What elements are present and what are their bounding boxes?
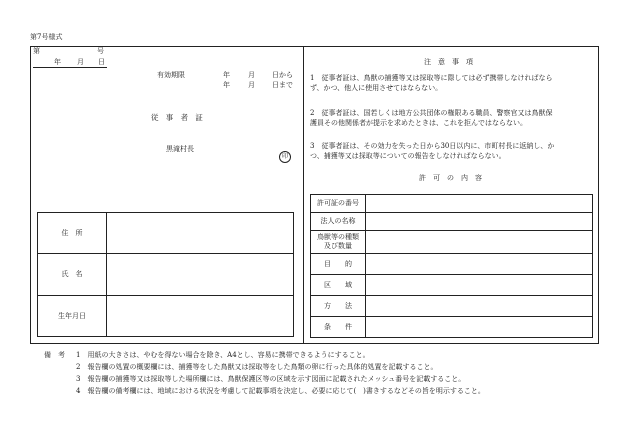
issuer-name: 黒滝村長 bbox=[166, 145, 194, 153]
area-value[interactable] bbox=[366, 275, 593, 296]
table-row bbox=[311, 213, 593, 231]
seal-icon bbox=[279, 143, 291, 163]
table-row bbox=[311, 275, 593, 296]
certificate-title: 従 事 者 証 bbox=[151, 113, 203, 122]
birthdate-label: 生年月日 bbox=[38, 295, 107, 336]
conditions-value[interactable] bbox=[366, 317, 593, 338]
address-value[interactable] bbox=[107, 213, 294, 254]
table-row bbox=[311, 195, 593, 213]
address-label: 住 所 bbox=[38, 213, 107, 254]
header-underline bbox=[33, 67, 107, 68]
purpose-value[interactable] bbox=[366, 254, 593, 275]
form-title: 第7号様式 bbox=[30, 33, 63, 41]
issue-year: 年 bbox=[54, 58, 61, 66]
corporation-name-value[interactable] bbox=[366, 213, 593, 231]
table-row bbox=[311, 254, 593, 275]
conditions-label: 条 件 bbox=[311, 317, 366, 338]
note-item-2: 2 従事者証は、国若しくは地方公共団体の権限ある職員、警察官又は鳥獣保 護員その他関係者が提示を求めたときは、これを拒んではならない。 bbox=[310, 109, 553, 127]
issue-month: 月 bbox=[77, 58, 84, 66]
method-label: 方 法 bbox=[311, 296, 366, 317]
note-item-3: 3 従事者証は、その効力を失った日から30日以内に、市町村長に返納し、か つ、捕獲等又は採取等についての報告をしなければならない。 bbox=[310, 142, 555, 160]
remark-item-4: 4 報告欄の備考欄には、地域における状況を考慮して記載事項を決定し、必要に応じて( )書きするなどその旨を明示すること。 bbox=[76, 387, 485, 395]
table-row bbox=[38, 295, 294, 336]
remark-item-1: 1 用紙の大きさは、やむを得ない場合を除き、A4とし、容易に携帯できるようにすること。 bbox=[76, 351, 370, 359]
validity-to-suffix: 日まで bbox=[272, 81, 293, 89]
validity-to-month: 月 bbox=[248, 81, 255, 89]
number-prefix: 第 bbox=[33, 47, 40, 55]
note-item-1: 1 従事者証は、鳥獣の捕獲等又は採取等に際しては必ず携帯しなければなら ず、かつ、他人に使用させてはならない。 bbox=[310, 74, 553, 92]
notes-title: 注 意 事 項 bbox=[424, 58, 473, 66]
table-row bbox=[311, 317, 593, 338]
permit-title: 許 可 の 内 容 bbox=[419, 174, 482, 182]
name-label: 氏 名 bbox=[38, 254, 107, 295]
table-row bbox=[38, 213, 294, 254]
seal-label: 印 bbox=[279, 151, 291, 163]
remarks-label: 備 考 bbox=[44, 351, 65, 359]
table-row bbox=[38, 254, 294, 295]
center-divider bbox=[303, 46, 304, 344]
table-row bbox=[311, 231, 593, 254]
validity-from-year: 年 bbox=[223, 71, 230, 79]
area-label: 区 域 bbox=[311, 275, 366, 296]
remark-item-2: 2 報告欄の処置の概要欄には、捕獲等をした鳥獣又は採取等をした鳥類の卵に行った具体的処置を記載すること。 bbox=[76, 363, 438, 371]
table-row bbox=[311, 296, 593, 317]
name-value[interactable] bbox=[107, 254, 294, 295]
permit-number-label: 許可証の番号 bbox=[311, 195, 366, 213]
remark-item-3: 3 報告欄の捕獲等又は採取等した場所欄には、鳥獣保護区等の区域を示す図面に記載されたメッシュ番号を記載すること。 bbox=[76, 375, 466, 383]
purpose-label: 目 的 bbox=[311, 254, 366, 275]
permit-details-table bbox=[310, 194, 593, 338]
permit-number-value[interactable] bbox=[366, 195, 593, 213]
corporation-name-label: 法人の名称 bbox=[311, 213, 366, 231]
species-quantity-label: 鳥獣等の種類 及び数量 bbox=[311, 231, 366, 254]
species-quantity-value[interactable] bbox=[366, 231, 593, 254]
issue-day: 日 bbox=[98, 58, 105, 66]
validity-from-suffix: 日から bbox=[272, 71, 293, 79]
number-suffix: 号 bbox=[97, 47, 104, 55]
method-value[interactable] bbox=[366, 296, 593, 317]
validity-from-month: 月 bbox=[248, 71, 255, 79]
validity-label: 有効期限 bbox=[157, 71, 185, 79]
birthdate-value[interactable] bbox=[107, 295, 294, 336]
validity-to-year: 年 bbox=[223, 81, 230, 89]
personal-info-table bbox=[37, 212, 294, 337]
